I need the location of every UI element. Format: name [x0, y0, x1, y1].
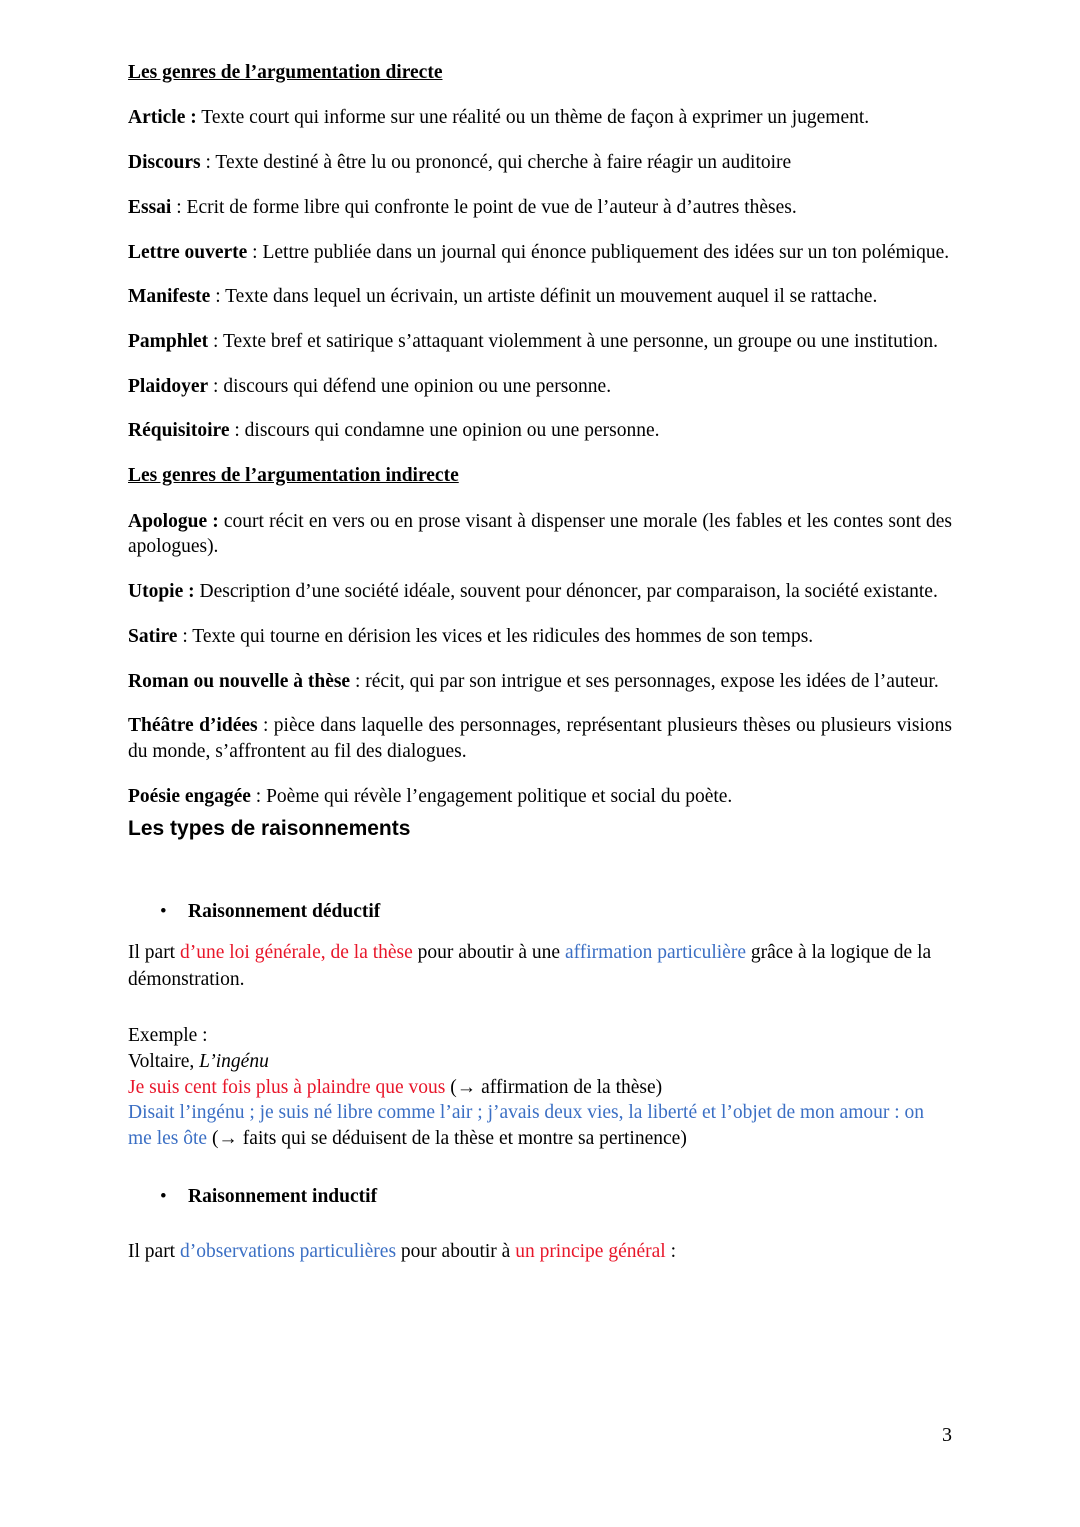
term-roman-a-these: Roman ou nouvelle à thèse [128, 670, 351, 692]
section-heading-indirect: Les genres de l’argumentation indirecte [128, 465, 459, 487]
bullet-raisonnement-deductif [128, 899, 952, 925]
bullet-label-inductif: Raisonnement inductif [188, 1185, 378, 1207]
definition-roman-a-these: : récit, qui par son intrigue et ses personnages, expose les idées de l’auteur. [350, 670, 939, 692]
definition-entry-manifeste [128, 284, 952, 310]
example-these-note: (→ affirmation de la thèse) [445, 1076, 663, 1098]
inductif-text-end: : [665, 1241, 676, 1263]
definition-plaidoyer: : discours qui défend une opinion ou une personne. [208, 375, 612, 397]
definition-entry-pamphlet [128, 329, 952, 355]
inductif-text-start: Il part [128, 1241, 180, 1263]
inductif-text-mid: pour aboutir à [396, 1241, 516, 1263]
definition-discours: : Texte destiné à être lu ou prononcé, qui cherche à faire réagir un auditoire [200, 152, 792, 174]
bullet-dot-icon: • [160, 900, 167, 922]
definition-entry-apologue [128, 509, 952, 560]
spacer [128, 1225, 952, 1239]
definition-manifeste: : Texte dans lequel un écrivain, un artiste définit un mouvement auquel il se rattache. [210, 286, 878, 308]
inductif-text-blue: d’observations particulières [179, 1241, 397, 1263]
example-these-line [128, 1075, 952, 1101]
example-author: Voltaire, [128, 1050, 200, 1072]
definition-entry-essai [128, 195, 952, 221]
deductif-text-start: Il part [128, 942, 180, 964]
term-article: Article : [128, 107, 197, 129]
definition-lettre-ouverte: : Lettre publiée dans un journal qui énonce publiquement des idées sur un ton polémique. [247, 241, 950, 263]
definition-theatre-idees: : pièce dans laquelle des personnages, représentant plusieurs thèses ou plusieurs visions du monde, s’affrontent au fil des dialogues. [128, 715, 952, 762]
example-faits-blue: Disait l’ingénu ; je suis né libre comme l’air ; j’avais deux vies, la liberté et l’objet de mon amour : on me les ôte [128, 1102, 925, 1149]
definition-entry-discours [128, 150, 952, 176]
deductif-text-blue: affirmation particulière [564, 942, 746, 964]
example-these-red: Je suis cent fois plus à plaindre que vous [128, 1076, 446, 1098]
definition-entry-lettre-ouverte [128, 240, 952, 266]
bullet-dot-icon: • [160, 1185, 167, 1207]
definition-poesie-engagee: : Poème qui révèle l’engagement politique et social du poète. [250, 785, 733, 807]
definition-entry-requisitoire [128, 418, 952, 444]
definition-requisitoire: : discours qui condamne une opinion ou une personne. [229, 420, 660, 442]
term-satire: Satire [128, 625, 178, 647]
definition-satire: : Texte qui tourne en dérision les vices et les ridicules des hommes de son temps. [177, 625, 814, 647]
bullet-raisonnement-inductif [128, 1184, 952, 1210]
term-essai: Essai [128, 196, 172, 218]
deductif-text-mid: pour aboutir à une [412, 942, 565, 964]
term-pamphlet: Pamphlet [128, 331, 209, 353]
example-work-title: L’ingénu [199, 1050, 269, 1072]
term-requisitoire: Réquisitoire [128, 420, 230, 442]
term-utopie: Utopie : [128, 581, 195, 603]
definition-essai: : Ecrit de forme libre qui confronte le point de vue de l’auteur à d’autres thèses. [171, 196, 797, 218]
spacer [128, 1170, 952, 1184]
spacer [128, 1009, 952, 1023]
term-lettre-ouverte: Lettre ouverte [128, 241, 248, 263]
paragraph-inductif [128, 1239, 952, 1265]
example-source [128, 1049, 952, 1075]
term-discours: Discours [128, 152, 201, 174]
example-faits-note: (→ faits qui se déduisent de la thèse et montre sa pertinence) [207, 1127, 687, 1149]
definition-pamphlet: : Texte bref et satirique s’attaquant violemment à une personne, un groupe ou une institution. [208, 331, 939, 353]
definition-entry-satire [128, 624, 952, 650]
term-apologue: Apologue : [128, 510, 219, 532]
definition-entry-utopie [128, 579, 952, 605]
definition-article: Texte court qui informe sur une réalité ou un thème de façon à exprimer un jugement. [196, 107, 870, 129]
example-deductif [128, 1023, 952, 1152]
definition-entry-theatre-idees [128, 713, 952, 764]
term-theatre-idees: Théâtre d’idées [128, 715, 258, 737]
page-number: 3 [942, 1424, 952, 1446]
example-label: Exemple : [128, 1025, 208, 1047]
deductif-text-end: grâce à la logique de la démonstration. [128, 942, 932, 990]
term-plaidoyer: Plaidoyer [128, 375, 209, 397]
section-heading-direct: Les genres de l’argumentation directe [128, 62, 443, 83]
example-faits-line [128, 1100, 952, 1151]
deductif-text-red: d’une loi générale, de la thèse [179, 942, 413, 964]
spacer [128, 853, 952, 899]
definition-apologue: court récit en vers ou en prose visant à dispenser une morale (les fables et les contes sont des apologues). [128, 510, 953, 558]
definition-entry-poesie-engagee [128, 784, 952, 810]
definition-entry-plaidoyer [128, 374, 952, 400]
term-manifeste: Manifeste [128, 286, 211, 308]
term-poesie-engagee: Poésie engagée [128, 785, 251, 807]
paragraph-deductif [128, 940, 952, 993]
definition-entry-article [128, 105, 952, 131]
definition-entry-roman-a-these [128, 669, 952, 695]
inductif-text-red: un principe général [515, 1241, 666, 1263]
bullet-label-deductif: Raisonnement déductif [188, 900, 381, 922]
heading-types-raisonnements: Les types de raisonnements [128, 817, 411, 841]
definition-utopie: Description d’une société idéale, souvent pour dénoncer, par comparaison, la société existante. [194, 581, 938, 603]
